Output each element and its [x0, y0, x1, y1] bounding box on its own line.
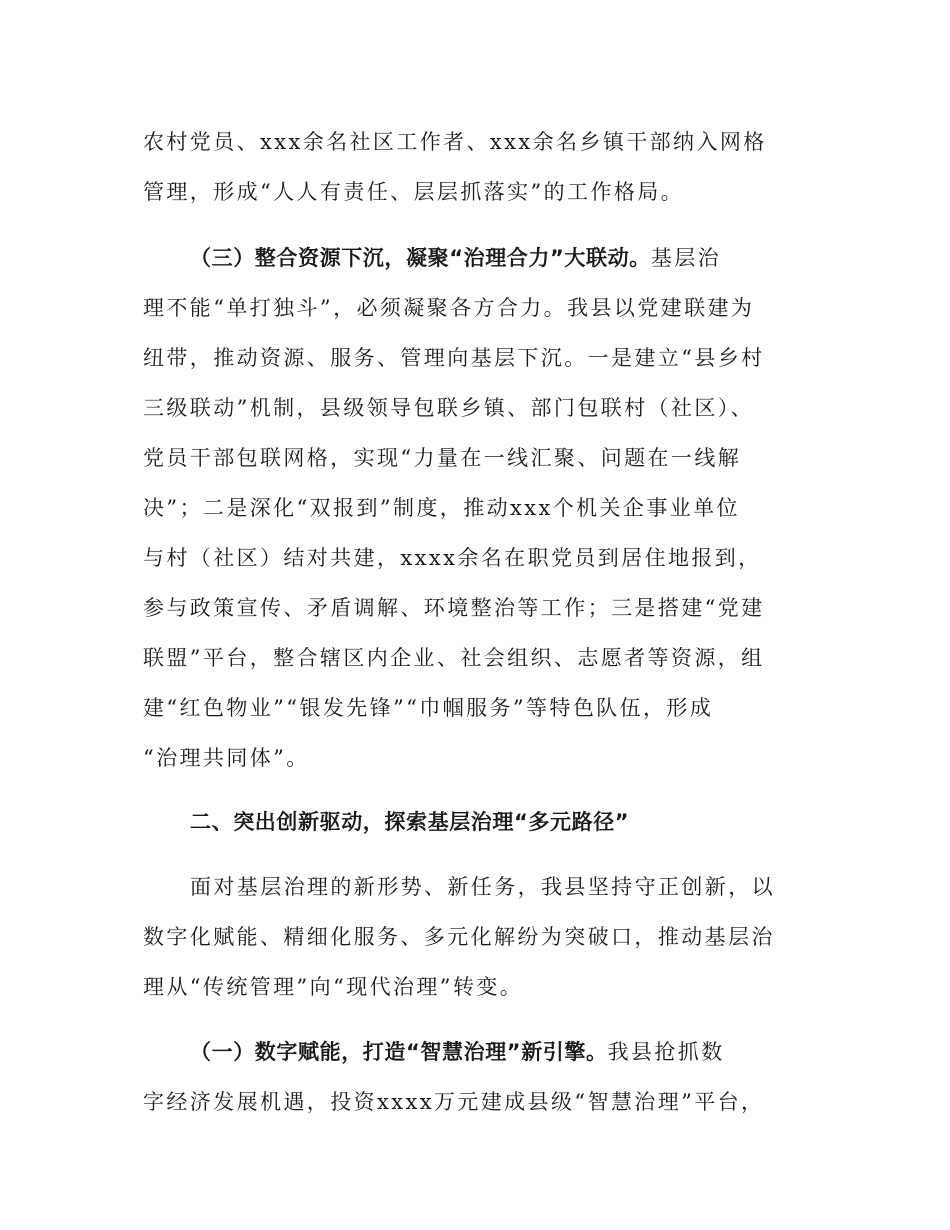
paragraph-line: 与村（社区）结对共建，xxxx余名在职党员到居住地报到， — [143, 546, 762, 570]
paragraph-line: 决”；二是深化“双报到”制度，推动xxx个机关企事业单位 — [143, 496, 740, 520]
section-heading: 二、突出创新驱动，探索基层治理“多元路径” — [190, 810, 630, 834]
paragraph-line: 理不能“单打独斗”，必须凝聚各方合力。我县以党建联建为 — [143, 296, 755, 320]
paragraph-line: 参与政策宣传、矛盾调解、环境整治等工作；三是搭建“党建 — [143, 596, 765, 620]
paragraph-line: 党员干部包联网格，实现“力量在一线汇聚、问题在一线解 — [143, 446, 742, 470]
paragraph-lead-line — [190, 243, 860, 273]
paragraph-line: “治理共同体”。 — [143, 746, 310, 770]
paragraph-line: 面对基层治理的新形势、新任务，我县坚持守正创新，以 — [190, 875, 775, 899]
paragraph-line: 农村党员、xxx余名社区工作者、xxx余名乡镇干部纳入网格 — [143, 130, 767, 154]
subsection-title: （一）数字赋能，打造“智慧治理”新引擎。 — [190, 1040, 608, 1064]
paragraph-text: 我县抢抓数 — [607, 1040, 725, 1064]
paragraph-line: 纽带，推动资源、服务、管理向基层下沉。一是建立“县乡村 — [143, 346, 765, 370]
paragraph-text: 基层治 — [650, 246, 722, 270]
paragraph-line: 建“红色物业”“银发先锋”“巾帼服务”等特色队伍，形成 — [143, 696, 714, 720]
paragraph-line: 理从“传统管理”向“现代治理”转变。 — [143, 975, 524, 999]
paragraph-line: 字经济发展机遇，投资xxxx万元建成县级“智慧治理”平台， — [143, 1090, 765, 1114]
paragraph-lead-line — [190, 1037, 860, 1067]
subsection-title: （三）整合资源下沉，凝聚“治理合力”大联动。 — [190, 246, 651, 270]
paragraph-line: 管理，形成“人人有责任、层层抓落实”的工作格局。 — [143, 180, 685, 204]
paragraph-line: 三级联动”机制，县级领导包联乡镇、部门包联村（社区）、 — [143, 396, 755, 420]
paragraph-line: 数字化赋能、精细化服务、多元化解纷为突破口，推动基层治 — [143, 925, 775, 949]
paragraph-line: 联盟”平台，整合辖区内企业、社会组织、志愿者等资源，组 — [143, 646, 765, 670]
